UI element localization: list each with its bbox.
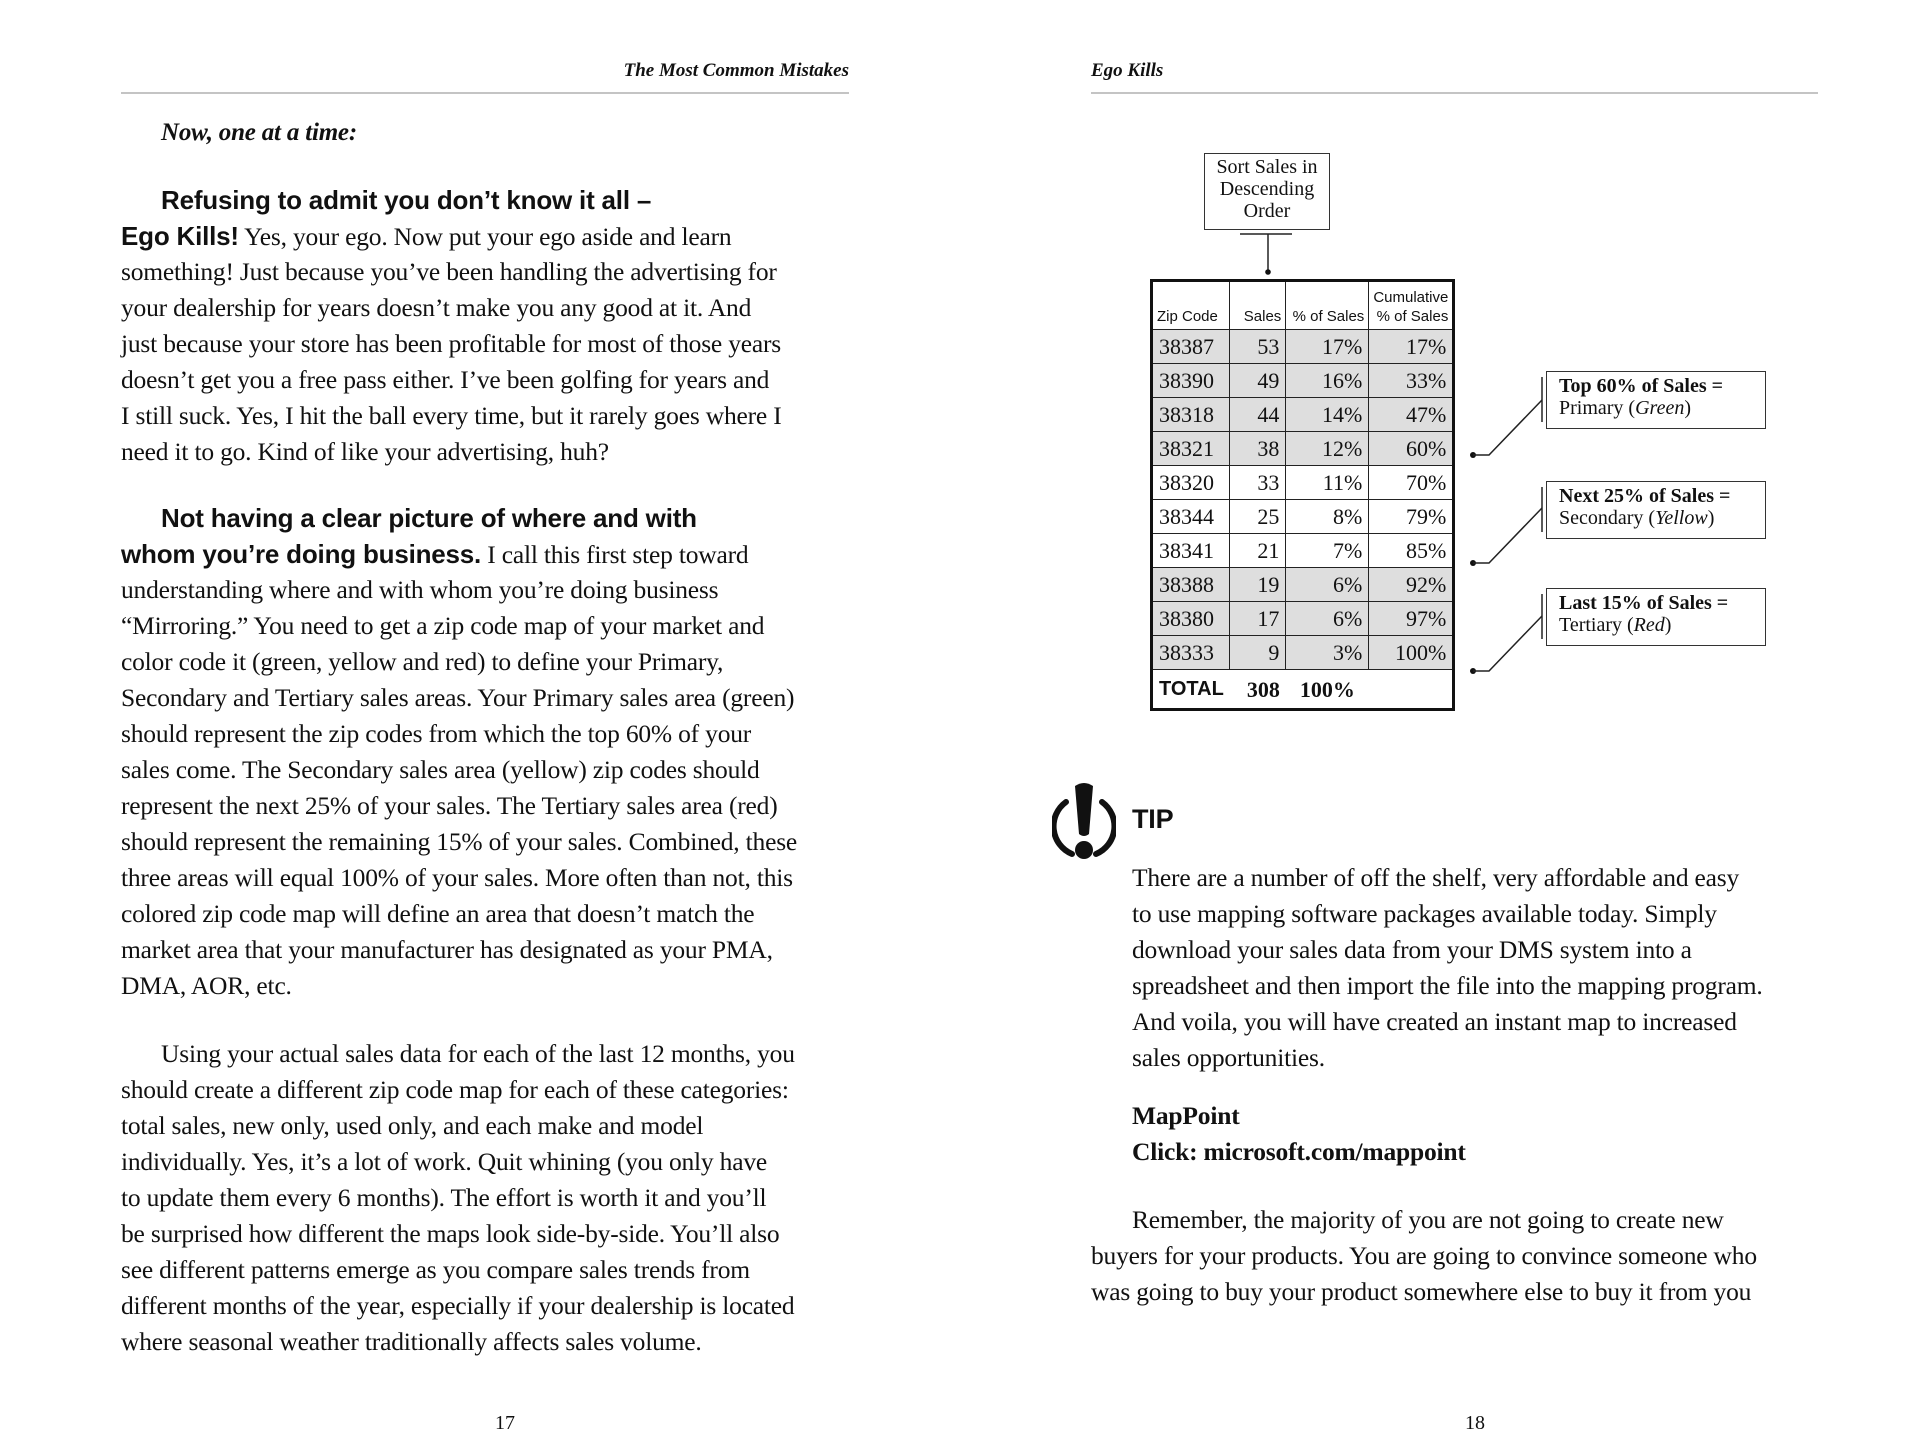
cell-cum: 70%: [1369, 466, 1454, 500]
cell-sales: 44: [1230, 398, 1286, 432]
cell-zip: 38344: [1152, 500, 1230, 534]
body-line: “Mirroring.” You need to get a zip code map of your market and: [121, 611, 765, 640]
callout-primary: [1546, 371, 1766, 429]
body-line: DMA, AOR, etc.: [121, 971, 292, 1000]
cell-cum: 100%: [1369, 636, 1454, 670]
body-line: should create a different zip code map for each of these categories:: [121, 1075, 789, 1104]
body-line: where seasonal weather traditionally affects sales volume.: [121, 1327, 702, 1356]
body-line: sales come. The Secondary sales area (yellow) zip codes should: [121, 755, 760, 784]
cell-pct: 8%: [1286, 500, 1369, 534]
cell-cum: 17%: [1369, 330, 1454, 364]
cell-pct: 11%: [1286, 466, 1369, 500]
body-line: should represent the zip codes from which the top 60% of your: [121, 719, 752, 748]
col-pct-sales: % of Sales: [1286, 281, 1369, 330]
tip-label: TIP: [1132, 804, 1174, 834]
cell-zip: 38320: [1152, 466, 1230, 500]
cell-pct: 6%: [1286, 602, 1369, 636]
table-row: [1152, 432, 1454, 466]
body-line: color code it (green, yellow and red) to define your Primary,: [121, 647, 724, 676]
body-line: market area that your manufacturer has designated as your PMA,: [121, 935, 773, 964]
cell-pct: 6%: [1286, 568, 1369, 602]
cell-zip: 38321: [1152, 432, 1230, 466]
total-empty: [1369, 670, 1454, 710]
table-row: [1152, 398, 1454, 432]
right-running-head: Ego Kills: [1091, 60, 1164, 81]
body-line: to update them every 6 months). The effort is worth it and you’ll: [121, 1183, 767, 1212]
body-line: colored zip code map will define an area that doesn’t match the: [121, 899, 755, 928]
body-line: I still suck. Yes, I hit the ball every time, but it rarely goes where I: [121, 401, 782, 430]
body-line: buyers for your products. You are going to convince someone who: [1091, 1241, 1757, 1270]
body-line: Remember, the majority of you are not going to create new: [1132, 1205, 1724, 1234]
cell-sales: 21: [1230, 534, 1286, 568]
callout-secondary-desc: Secondary (Yellow): [1559, 507, 1715, 529]
cell-cum: 92%: [1369, 568, 1454, 602]
zip-sales-table: [1150, 279, 1455, 711]
cell-zip: 38388: [1152, 568, 1230, 602]
tip-product-link[interactable]: Click: microsoft.com/mappoint: [1132, 1137, 1466, 1166]
cell-zip: 38380: [1152, 602, 1230, 636]
cell-sales: 53: [1230, 330, 1286, 364]
tip-line: download your sales data from your DMS system into a: [1132, 935, 1692, 964]
body-line: Secondary and Tertiary sales areas. Your Primary sales area (green): [121, 683, 795, 712]
cell-sales: 9: [1230, 636, 1286, 670]
tip-line: spreadsheet and then import the file into the mapping program.: [1132, 971, 1763, 1000]
callout-tertiary-title: Last 15% of Sales =: [1559, 592, 1729, 614]
body-line: three areas will equal 100% of your sales. More often than not, this: [121, 863, 793, 892]
body-line: should represent the remaining 15% of your sales. Combined, these: [121, 827, 798, 856]
col-cumulative-line2: % of Sales: [1376, 308, 1449, 325]
body-line: need it to go. Kind of like your advertising, huh?: [121, 437, 609, 466]
callout-primary-desc: Primary (Green): [1559, 397, 1692, 419]
cell-zip: 38341: [1152, 534, 1230, 568]
cell-cum: 33%: [1369, 364, 1454, 398]
cell-pct: 16%: [1286, 364, 1369, 398]
callout-secondary: [1546, 481, 1766, 539]
body-line: understanding where and with whom you’re doing business: [121, 575, 719, 604]
section2-heading-end: whom you’re doing business.: [121, 539, 482, 569]
exclamation-tip-icon: [1052, 780, 1116, 864]
tip-line: There are a number of off the shelf, very affordable and easy: [1132, 863, 1740, 892]
left-running-head: The Most Common Mistakes: [623, 60, 849, 81]
sort-box-line: Order: [1243, 200, 1291, 222]
cell-sales: 25: [1230, 500, 1286, 534]
cell-pct: 14%: [1286, 398, 1369, 432]
tip-line: to use mapping software packages available today. Simply: [1132, 899, 1717, 928]
cell-zip: 38318: [1152, 398, 1230, 432]
cell-pct: 3%: [1286, 636, 1369, 670]
intro-line: Now, one at a time:: [161, 119, 357, 146]
total-sales: 308: [1230, 670, 1286, 710]
cell-sales: 17: [1230, 602, 1286, 636]
cell-zip: 38333: [1152, 636, 1230, 670]
cell-pct: 17%: [1286, 330, 1369, 364]
cell-cum: 60%: [1369, 432, 1454, 466]
cell-pct: 12%: [1286, 432, 1369, 466]
cell-sales: 49: [1230, 364, 1286, 398]
table-row: [1152, 330, 1454, 364]
cell-sales: 38: [1230, 432, 1286, 466]
body-line: Using your actual sales data for each of the last 12 months, you: [161, 1039, 795, 1068]
body-line: see different patterns emerge as you compare sales trends from: [121, 1255, 750, 1284]
cell-cum: 79%: [1369, 500, 1454, 534]
table-header-row: [1152, 281, 1454, 330]
total-label: TOTAL: [1152, 670, 1230, 710]
callout-primary-title: Top 60% of Sales =: [1559, 375, 1724, 397]
body-line: was going to buy your product somewhere else to buy it from you: [1091, 1277, 1752, 1306]
table-row: [1152, 636, 1454, 670]
col-sales: Sales: [1230, 281, 1286, 330]
section1-text: Yes, your ego. Now put your ego aside and learn: [238, 222, 732, 251]
body-line: doesn’t get you a free pass either. I’ve been golfing for years and: [121, 365, 770, 394]
sort-box-line: Sort Sales in: [1216, 156, 1318, 178]
sort-box-line: Descending: [1219, 178, 1315, 200]
tip-product-name: MapPoint: [1132, 1101, 1240, 1130]
table-total-row: [1152, 670, 1454, 710]
callout-tertiary: [1546, 588, 1766, 646]
col-zip-code: Zip Code: [1152, 281, 1230, 330]
table-row: [1152, 602, 1454, 636]
body-line: your dealership for years doesn’t make you any good at it. And: [121, 293, 752, 322]
cell-cum: 85%: [1369, 534, 1454, 568]
table-row: [1152, 364, 1454, 398]
total-pct: 100%: [1286, 670, 1369, 710]
section1-heading-end: Ego Kills!: [121, 221, 239, 251]
tip-line: sales opportunities.: [1132, 1043, 1325, 1072]
table-row: [1152, 466, 1454, 500]
body-line: individually. Yes, it’s a lot of work. Quit whining (you only have: [121, 1147, 767, 1176]
callout-secondary-title: Next 25% of Sales =: [1559, 485, 1731, 507]
body-line: represent the next 25% of your sales. The Tertiary sales area (red): [121, 791, 778, 820]
col-cumulative: [1369, 281, 1454, 330]
body-line: total sales, new only, used only, and each make and model: [121, 1111, 704, 1140]
cell-sales: 33: [1230, 466, 1286, 500]
left-page-number: 17: [495, 1412, 515, 1434]
cell-sales: 19: [1230, 568, 1286, 602]
body-line: something! Just because you’ve been handling the advertising for: [121, 257, 777, 286]
callout-tertiary-desc: Tertiary (Red): [1559, 614, 1672, 636]
table-row: [1152, 500, 1454, 534]
section1-heading: Refusing to admit you don’t know it all –: [161, 185, 652, 215]
col-cumulative-line1: Cumulative: [1373, 289, 1449, 306]
table-row: [1152, 534, 1454, 568]
section2-text: I call this first step toward: [481, 540, 749, 569]
body-line: be surprised how different the maps look side-by-side. You’ll also: [121, 1219, 780, 1248]
body-line: different months of the year, especially if your dealership is located: [121, 1291, 795, 1320]
cell-zip: 38387: [1152, 330, 1230, 364]
cell-zip: 38390: [1152, 364, 1230, 398]
table-row: [1152, 568, 1454, 602]
cell-cum: 97%: [1369, 602, 1454, 636]
tip-line: And voila, you will have created an instant map to increased: [1132, 1007, 1737, 1036]
section2-heading: Not having a clear picture of where and with: [161, 503, 697, 533]
body-line: just because your store has been profitable for most of those years: [121, 329, 782, 358]
right-page-number: 18: [1465, 1412, 1485, 1434]
cell-pct: 7%: [1286, 534, 1369, 568]
cell-cum: 47%: [1369, 398, 1454, 432]
